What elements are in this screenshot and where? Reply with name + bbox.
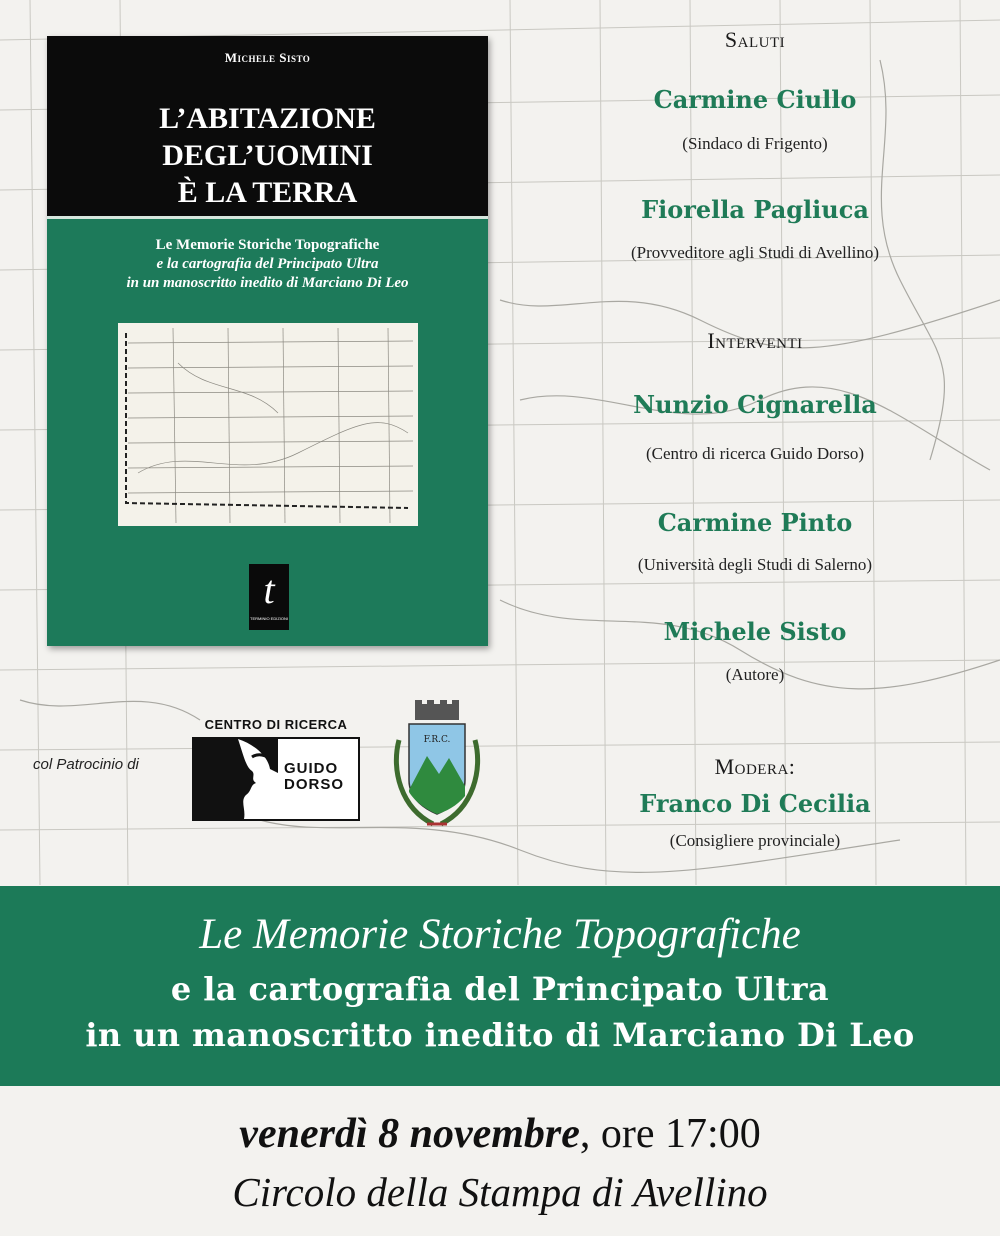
- centro-label: CENTRO DI RICERCA: [204, 717, 348, 732]
- cover-author: Michele Sisto: [224, 50, 311, 65]
- speaker-role: (Autore): [725, 665, 785, 684]
- cover-title-line: L’ABITAZIONE: [159, 102, 376, 135]
- cover-title: [47, 100, 488, 211]
- speaker-name: Carmine Pinto: [657, 508, 853, 537]
- moderator-role: (Consigliere provinciale): [669, 831, 841, 850]
- speaker-role: (Università degli Studi di Salerno): [637, 555, 873, 574]
- modera-heading: Modera:: [714, 754, 796, 779]
- banner-title: Le Memorie Storiche Topografiche: [199, 911, 801, 958]
- event-time: , ore 17:00: [579, 1111, 761, 1157]
- speaker-name: Michele Sisto: [663, 617, 847, 646]
- publisher-logo: [249, 564, 289, 630]
- municipal-crest-icon: [387, 700, 487, 830]
- cover-subtitle-line: e la cartografia del Principato Ultra: [156, 256, 379, 272]
- speaker-role: (Centro di ricerca Guido Dorso): [645, 444, 865, 463]
- patronage-label: col Patrocinio di: [33, 756, 139, 773]
- title-banner: [0, 886, 1000, 1086]
- cover-subtitle: [47, 236, 488, 293]
- cover-header: [47, 36, 488, 216]
- event-place: Circolo della Stampa di Avellino: [232, 1169, 768, 1215]
- speaker-name: Fiorella Pagliuca: [641, 195, 869, 224]
- speaker-role: (Sindaco di Frigento): [682, 134, 828, 153]
- publisher-logo-text: TERMINIO EDIZIONI: [250, 616, 288, 621]
- cover-manuscript-map: [118, 323, 418, 526]
- cover-title-line: È LA TERRA: [177, 176, 358, 209]
- face-silhouette-icon: [194, 739, 278, 819]
- cover-subtitle-line: in un manoscritto inedito di Marciano Di Leo: [126, 275, 409, 291]
- cover-subtitle-line: Le Memorie Storiche Topografiche: [155, 237, 380, 253]
- interventi-heading: Interventi: [707, 328, 803, 353]
- cover-title-line: DEGL’UOMINI: [162, 139, 373, 172]
- guido-dorso-logo: [192, 717, 360, 819]
- event-datetime: [0, 1110, 1000, 1158]
- speaker-role: (Provveditore agli Studi di Avellino): [630, 243, 880, 262]
- book-cover: [47, 36, 488, 646]
- cover-divider: [47, 216, 488, 219]
- guido-line: GUIDO: [284, 760, 339, 777]
- guido-dorso-box: [192, 737, 360, 821]
- banner-subtitle-line: e la cartografia del Principato Ultra: [170, 970, 830, 1008]
- banner-subtitle-line: in un manoscritto inedito di Marciano Di Leo: [85, 1016, 915, 1054]
- guido-line: DORSO: [284, 776, 345, 793]
- publisher-logo-letter: t: [263, 567, 275, 612]
- crest-text: F.R.C.: [423, 735, 451, 745]
- speaker-name: Carmine Ciullo: [653, 85, 857, 114]
- guido-dorso-text: [284, 761, 354, 793]
- saluti-heading: Saluti: [724, 27, 786, 52]
- speaker-name: Nunzio Cignarella: [633, 390, 877, 419]
- event-date: venerdì 8 novembre: [239, 1111, 580, 1157]
- moderator-name: Franco Di Cecilia: [639, 789, 871, 818]
